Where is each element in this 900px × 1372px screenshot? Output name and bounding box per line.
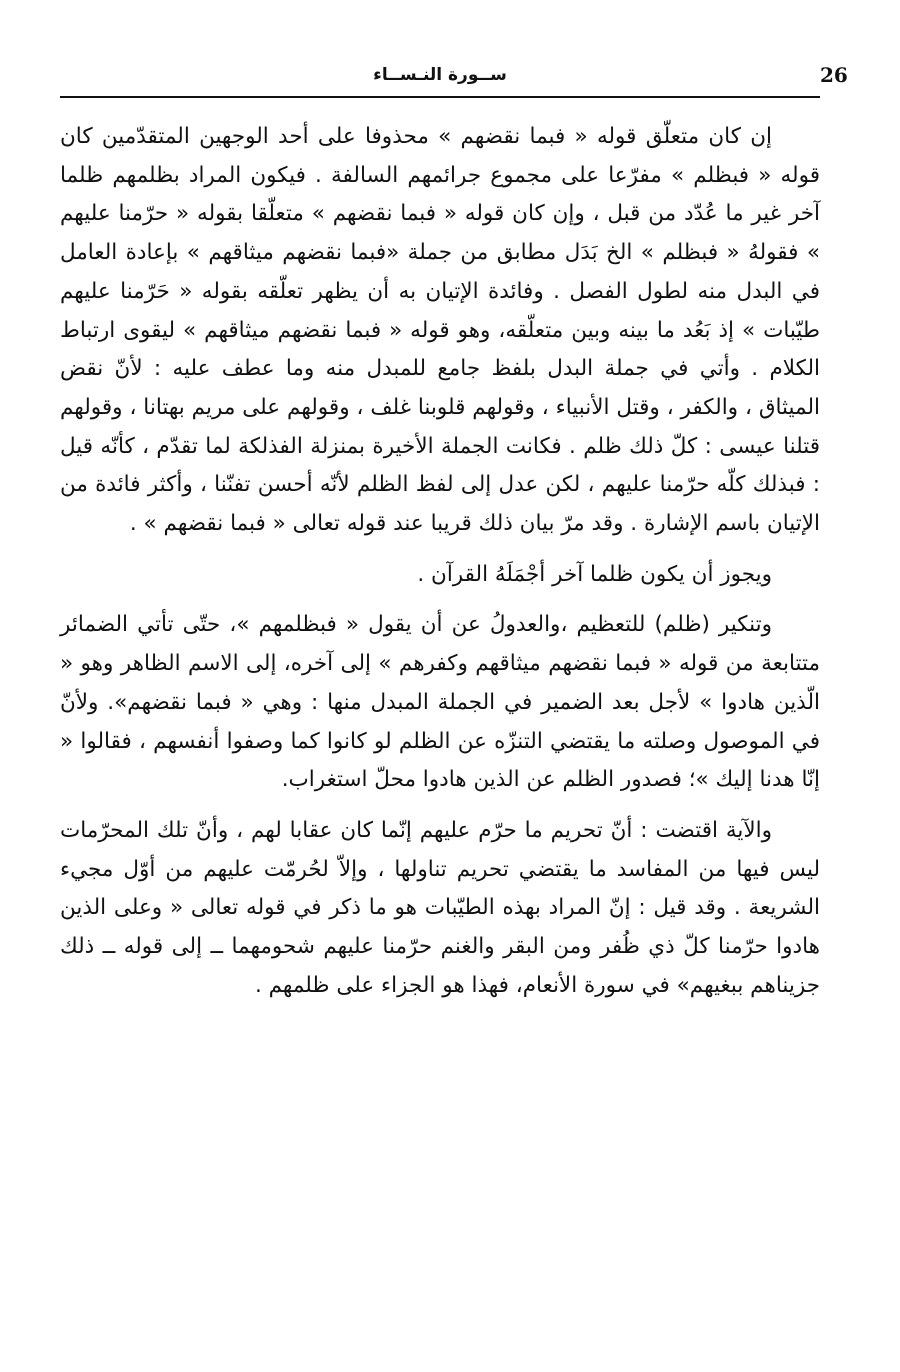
running-head [60, 60, 848, 96]
header-rule [60, 96, 820, 98]
paragraph-1: إن كان متعلّق قوله « فبما نقضهم » محذوفا على أحد الوجهين المتقدّمين كان قوله « فبظلم » مفرّعا على مجموع جرائمهم السالفة . فيكون المراد بظلمهم ظلما آخر غير ما عُدّد من قبل ، وإن كان قوله « فبما نقضهم » متعلّقا بقوله « حرّمنا عليهم » فقولهُ « فبظلم » الخ بَدَل مطابق من جملة «فبما نقضهم ميثاقهم » بإعادة العامل في البدل منه لطول الفصل . وفائدة الإتيان به أن يظهر تعلّقه بقوله « حَرّمنا عليهم طيّبات » إذ بَعُد ما بينه وبين متعلّقه، وهو قوله « فبما نقضهم ميثاقهم » ليقوى ارتباط الكلام . وأتي في جملة البدل بلفظ جامع للمبدل منه وما عطف عليه : لأنّ نقض الميثاق ، والكفر ، وقتل الأنبياء ، وقولهم قلوبنا غلف ، وقولهم على مريم بهتانا ، وقولهم قتلنا عيسى : كلّ ذلك ظلم . فكانت الجملة الأخيرة بمنزلة الفذلكة لما تقدّم ، كأنّه قيل : فبذلك كلّه حرّمنا عليهم ، لكن عدل إلى لفظ الظلم لأنّه أحسن تفنّنا ، وأكثر فائدة من الإتيان باسم الإشارة . وقد مرّ بيان ذلك قريبا عند قوله تعالى « فبما نقضهم » . [60, 124, 820, 537]
paragraph-2: ويجوز أن يكون ظلما آخر أجْمَلَهُ القرآن . [417, 561, 772, 587]
paragraph-3: وتنكير (ظلم) للتعظيم ،والعدولُ عن أن يقول « فبظلمهم »، حتّى تأتي الضمائر متتابعة من قوله « فبما نقضهم ميثاقهم وكفرهم » إلى آخره، إلى الاسم الظاهر وهو « الّذين هادوا » لأجل بعد الضمير في الجملة المبدل منها : وهي « فبما نقضهم». ولأنّ في الموصول وصلته ما يقتضي التنزّه عن الظلم لو كانوا كما وصفوا أنفسهم ، فقالوا « إنّا هدنا إليك »؛ فصدور الظلم عن الذين هادوا محلّ استغراب. [60, 612, 820, 793]
body-text [60, 118, 820, 1005]
paragraph-4: والآية اقتضت : أنّ تحريم ما حرّم عليهم إنّما كان عقابا لهم ، وأنّ تلك المحرّمات ليس فيها من المفاسد ما يقتضي تحريم تناولها ، وإلاّ لحُرمّت عليهم من أوّل مجيء الشريعة . وقد قيل : إنّ المراد بهذه الطيّبات هو ما ذكر في قوله تعالى « وعلى الذين هادوا حرّمنا كلّ ذي ظُفر ومن البقر والغنم حرّمنا عليهم شحومهما ــ إلى قوله ــ ذلك جزيناهم ببغيهم» في سورة الأنعام، فهذا هو الجزاء على ظلمهم . [60, 817, 820, 998]
page-number: 26 [820, 63, 848, 87]
surah-title: ســورة النـســاء [373, 65, 507, 85]
